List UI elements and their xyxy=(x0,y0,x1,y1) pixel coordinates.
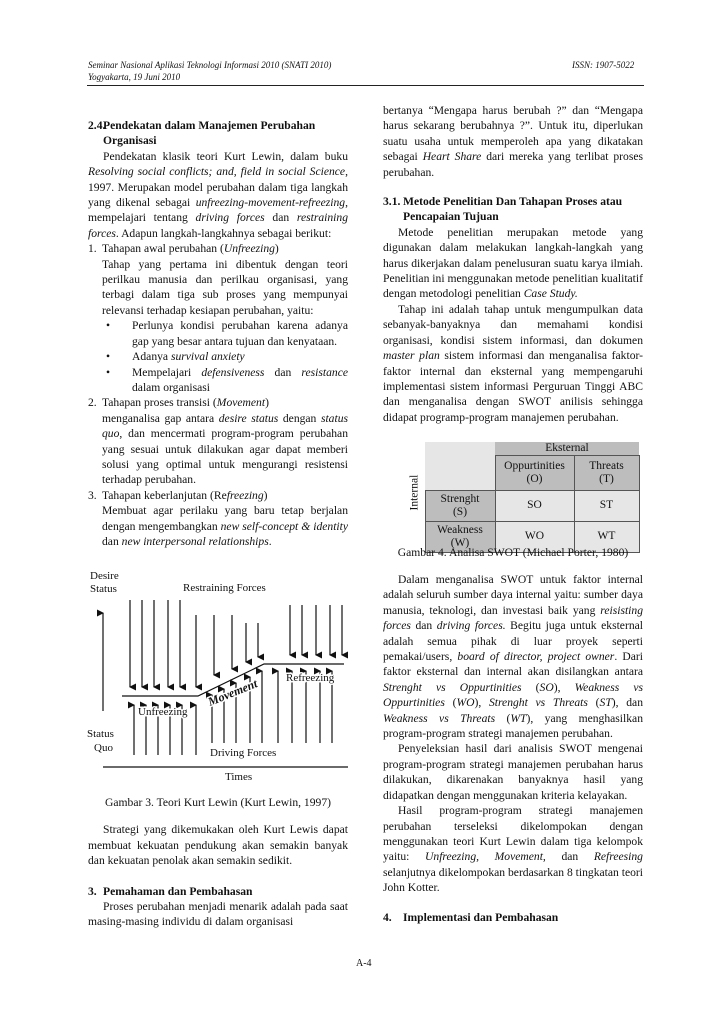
left-column-top xyxy=(88,118,348,549)
paragraph-method: Metode penelitian merupakan metode yang digunakan dalam melakukan langkah-langkah yang harus dikerjakan dalam penelusuran suatu karya ilmiah. Penelitian ini menggunakan metode penelitian kualitatif dengan metodologi penelitian Case Study. xyxy=(383,225,643,301)
swot-matrix xyxy=(405,442,640,553)
figure-4-caption-wrap xyxy=(383,545,643,560)
paragraph-heart-share: bertanya “Mengapa harus berubah ?” dan “Mengapa harus sekarang berubahnya ?”. Untuk itu, diperlukan suatu usaha untuk memperoleh apa yang dikatakan sebagai Heart Share dari mereka yang terlibat proses perubahan. xyxy=(383,104,643,179)
paragraph-strategy: Strategi yang dikemukakan oleh Kurt Lewis dapat membuat kekuatan pendukung akan semakin banyak dan kekuatan penolak akan semakin sedikit. xyxy=(88,823,348,868)
swot-internal-label: Internal xyxy=(408,474,421,511)
right-column-bottom xyxy=(383,572,643,925)
swot-threats-header: Threats (T) xyxy=(574,456,639,491)
page-number: A-4 xyxy=(356,958,372,969)
section-2-4-heading: 2.4.Pendekatan dalam Manajemen Perubahan Organisasi xyxy=(88,119,316,148)
figure-4-caption: Gambar 4. Analisa SWOT (Michael Porter, 1980) xyxy=(397,546,629,559)
paragraph-data-collection: Tahap ini adalah tahap untuk mengumpulkan data sebanyak-banyaknya dan memahami kondisi organisasi, kondisi sistem informasi, dan dokumen master plan sistem informasi dan menganalisa faktor-faktor internal dan eksternal yang mempengaruhi implementasi sistem informasi Perguruan Tinggi ABC dan menganalisa dengan SWOT anilisis sehingga didapat programp-program manajemen perubahan. xyxy=(383,302,643,424)
lewin-force-field-diagram xyxy=(86,565,350,795)
header-rule xyxy=(87,85,644,86)
unfreezing-label: Unfreezing xyxy=(138,706,188,718)
section-4-heading: 4. Implementasi dan Pembahasan xyxy=(383,910,559,924)
paragraph-lewin-intro: Pendekatan klasik teori Kurt Lewin, dalam buku Resolving social conflicts; and, field in social Science, 1997. Merupakan model perubahan dalam tiga langkah yang dikenal sebagai unfreezing-movement-refreezing, mempelajari tentang driving forces dan restraining forces. Adapun langkah-langkahnya sebagai berikut: xyxy=(88,149,348,240)
paragraph-grouping: Hasil program-program strategi manajemen perubahan terseleksi dikelompokan dengan menggunakan teori Kurt Lewin dalam tiga kelompok yaitu: Unfreezing, Movement, dan Refreesing selanjutnya dikelompokan berdasarkan 8 tingkatan teori John Kotter. xyxy=(383,804,643,895)
list-item-refreezing: 3. Tahapan keberlanjutan (Refreezing) Membuat agar perilaku yang baru tetap berjalan dengan mengembangkan new self-concept & identity dan new interpersonal relationships. xyxy=(88,488,349,548)
section-3-heading: 3. Pemahaman dan Pembahasan xyxy=(88,884,253,898)
section-3-1-heading: 3.1. Metode Penelitian Dan Tahapan Proses atau Pencapaian Tujuan xyxy=(383,195,623,224)
figure-3-caption: Gambar 3. Teori Kurt Lewin (Kurt Lewin, 1997) xyxy=(105,796,331,809)
bullet-item: • Adanya survival anxiety xyxy=(106,350,245,364)
desire-label-2: Status xyxy=(90,583,117,595)
swot-external-header: Eksternal xyxy=(495,442,639,456)
swot-table xyxy=(405,442,640,553)
swot-cell-wt: WT xyxy=(574,521,639,552)
list-item-movement: 2. Tahapan proses transisi (Movement) menganalisa gap antara desire status dengan status quo, dan mencermati program-program perubahan yang sesuai untuk dilakukan agar dapat memberi solusi yang optimal untuk mengurangi resistensi terhadap perubahan. xyxy=(88,396,348,487)
swot-cell-wo: WO xyxy=(495,521,574,552)
status-label-1: Status xyxy=(87,728,114,740)
conference-location: Yogyakarta, 19 Juni 2010 xyxy=(88,72,181,82)
driving-label: Driving Forces xyxy=(210,747,277,759)
paragraph-selection: Penyeleksian hasil dari analisis SWOT mengenai program-program strategi manajemen perubahan harus dilakukan, dikarenakan banyaknya hasil yang didapatkan dengan menggunakan kriteria kelayakan. xyxy=(383,742,643,802)
refreezing-label: Refreezing xyxy=(286,672,335,684)
conference-name: Seminar Nasional Aplikasi Teknologi Informasi 2010 (SNATI 2010) xyxy=(88,60,332,70)
swot-weakness-header: Weakness (W) xyxy=(425,521,495,552)
issn: ISSN: 1907-5022 xyxy=(572,60,635,70)
movement-label: Movement xyxy=(205,676,260,709)
swot-cell-st: ST xyxy=(574,490,639,521)
swot-opportunities-header: Oppurtinities (O) xyxy=(495,456,574,491)
paragraph-process: Proses perubahan menjadi menarik adalah pada saat masing-masing individu di dalam organisasi xyxy=(88,900,348,929)
right-column-top xyxy=(383,103,643,425)
left-column-bottom xyxy=(88,795,348,930)
list-item-unfreezing: 1. Tahapan awal perubahan (Unfreezing) Tahap yang pertama ini dibentuk dengan teori perilkau manusia dan perilkau organisasi, yang terbagi dalam tiga sub proses yang mempunyai relevansi terhadap kesiapan perubahan, yaitu: xyxy=(88,242,348,317)
bullet-item: • Mempelajari defensiveness dan resistance dalam organisasi xyxy=(106,365,348,394)
times-label: Times xyxy=(225,771,253,783)
status-label-2: Quo xyxy=(94,742,113,754)
swot-cell-so: SO xyxy=(495,490,574,521)
swot-strength-header: Strenght (S) xyxy=(425,490,495,521)
bullet-item: • Perlunya kondisi perubahan karena adanya gap yang besar antara tujuan dan kenyataan. xyxy=(106,319,348,348)
desire-label-1: Desire xyxy=(90,570,119,582)
swot-internal-cell xyxy=(405,456,425,553)
paragraph-swot-analysis: Dalam menganalisa SWOT untuk faktor internal adalah seluruh sumber daya internal yaitu: sumber daya manusia, teknologi, dan investasi baik yang reisisting forces dan driving forces. Begitu juga untuk eksternal adalah semua pihak di luar proyek seperti pemakai/users, board of director, project owner. Dari faktor eksternal dan internal akan disilangkan antara Strenght vs Oppurtinities (SO), Weakness vs Oppurtinities (WO), Strenght vs Threats (ST), dan Weakness vs Threats (WT), yang menghasilkan program-program strategi manajemen perubahan. xyxy=(383,573,644,741)
restraining-label: Restraining Forces xyxy=(183,582,266,594)
